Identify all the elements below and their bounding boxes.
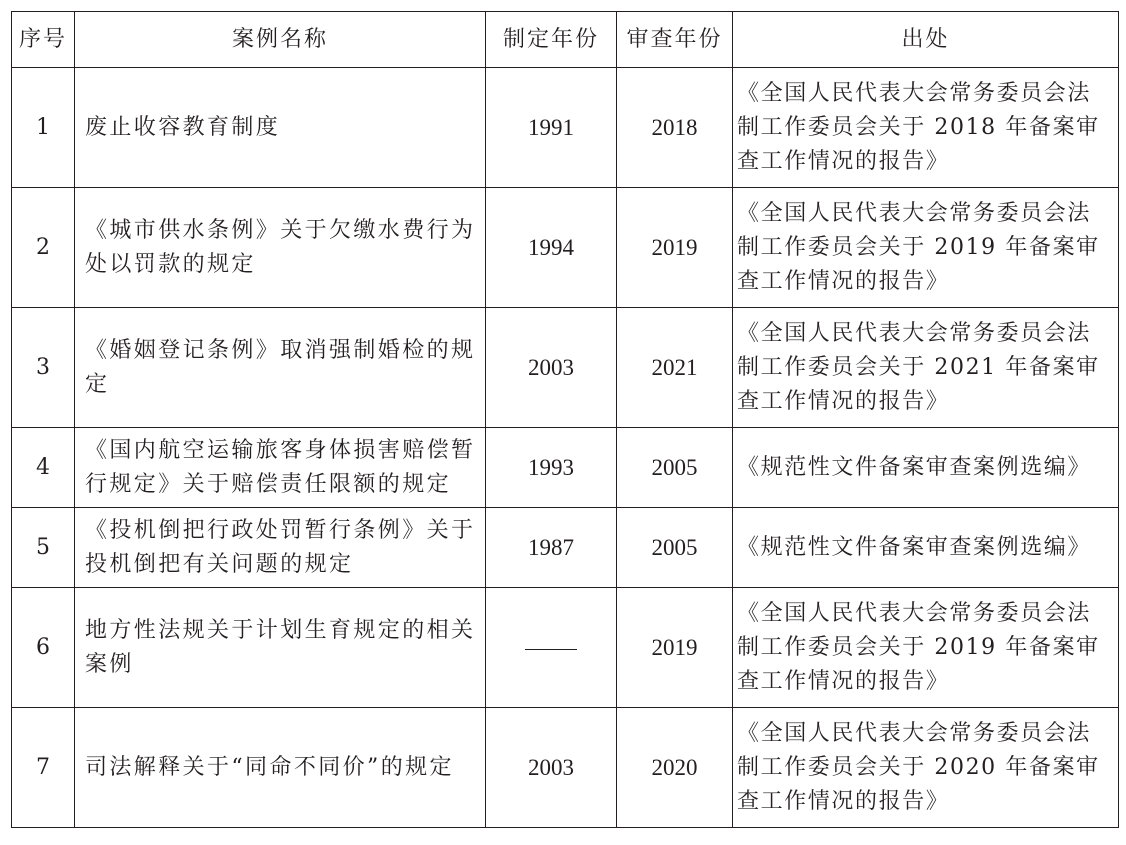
reviewed-year: 2018 bbox=[617, 68, 733, 188]
reviewed-year: 2005 bbox=[617, 508, 733, 588]
source: 《全国人民代表大会常务委员会法制工作委员会关于 2019 年备案审查工作情况的报告》 bbox=[733, 188, 1119, 308]
reviewed-year: 2019 bbox=[617, 588, 733, 708]
review-cases-table bbox=[11, 11, 1119, 828]
row-number: 7 bbox=[12, 708, 75, 828]
table-row bbox=[12, 508, 1119, 588]
table-header-row bbox=[12, 12, 1119, 68]
enacted-year: 2003 bbox=[486, 708, 617, 828]
table-row bbox=[12, 188, 1119, 308]
case-name: 地方性法规关于计划生育规定的相关案例 bbox=[75, 588, 486, 708]
enacted-year: 1987 bbox=[486, 508, 617, 588]
table-row bbox=[12, 428, 1119, 508]
source: 《全国人民代表大会常务委员会法制工作委员会关于 2020 年备案审查工作情况的报告》 bbox=[733, 708, 1119, 828]
source: 《规范性文件备案审查案例选编》 bbox=[733, 428, 1119, 508]
enacted-year: 1994 bbox=[486, 188, 617, 308]
source: 《全国人民代表大会常务委员会法制工作委员会关于 2018 年备案审查工作情况的报告》 bbox=[733, 68, 1119, 188]
header-enacted-year: 制定年份 bbox=[486, 12, 617, 68]
row-number: 2 bbox=[12, 188, 75, 308]
row-number: 4 bbox=[12, 428, 75, 508]
case-name: 《城市供水条例》关于欠缴水费行为处以罚款的规定 bbox=[75, 188, 486, 308]
table-row bbox=[12, 308, 1119, 428]
table-row bbox=[12, 708, 1119, 828]
source: 《规范性文件备案审查案例选编》 bbox=[733, 508, 1119, 588]
case-name: 司法解释关于“同命不同价”的规定 bbox=[75, 708, 486, 828]
case-name: 《投机倒把行政处罚暂行条例》关于投机倒把有关问题的规定 bbox=[75, 508, 486, 588]
enacted-year bbox=[486, 588, 617, 708]
header-no: 序号 bbox=[12, 12, 75, 68]
source: 《全国人民代表大会常务委员会法制工作委员会关于 2019 年备案审查工作情况的报告》 bbox=[733, 588, 1119, 708]
reviewed-year: 2020 bbox=[617, 708, 733, 828]
row-number: 6 bbox=[12, 588, 75, 708]
source: 《全国人民代表大会常务委员会法制工作委员会关于 2021 年备案审查工作情况的报告》 bbox=[733, 308, 1119, 428]
case-name: 《国内航空运输旅客身体损害赔偿暂行规定》关于赔偿责任限额的规定 bbox=[75, 428, 486, 508]
case-name: 废止收容教育制度 bbox=[75, 68, 486, 188]
row-number: 5 bbox=[12, 508, 75, 588]
header-source: 出处 bbox=[733, 12, 1119, 68]
case-name: 《婚姻登记条例》取消强制婚检的规定 bbox=[75, 308, 486, 428]
table-row bbox=[12, 68, 1119, 188]
empty-dash bbox=[525, 649, 577, 650]
enacted-year: 2003 bbox=[486, 308, 617, 428]
enacted-year: 1991 bbox=[486, 68, 617, 188]
row-number: 3 bbox=[12, 308, 75, 428]
reviewed-year: 2005 bbox=[617, 428, 733, 508]
header-reviewed-year: 审查年份 bbox=[617, 12, 733, 68]
header-case-name: 案例名称 bbox=[75, 12, 486, 68]
reviewed-year: 2019 bbox=[617, 188, 733, 308]
table-row bbox=[12, 588, 1119, 708]
reviewed-year: 2021 bbox=[617, 308, 733, 428]
enacted-year: 1993 bbox=[486, 428, 617, 508]
row-number: 1 bbox=[12, 68, 75, 188]
